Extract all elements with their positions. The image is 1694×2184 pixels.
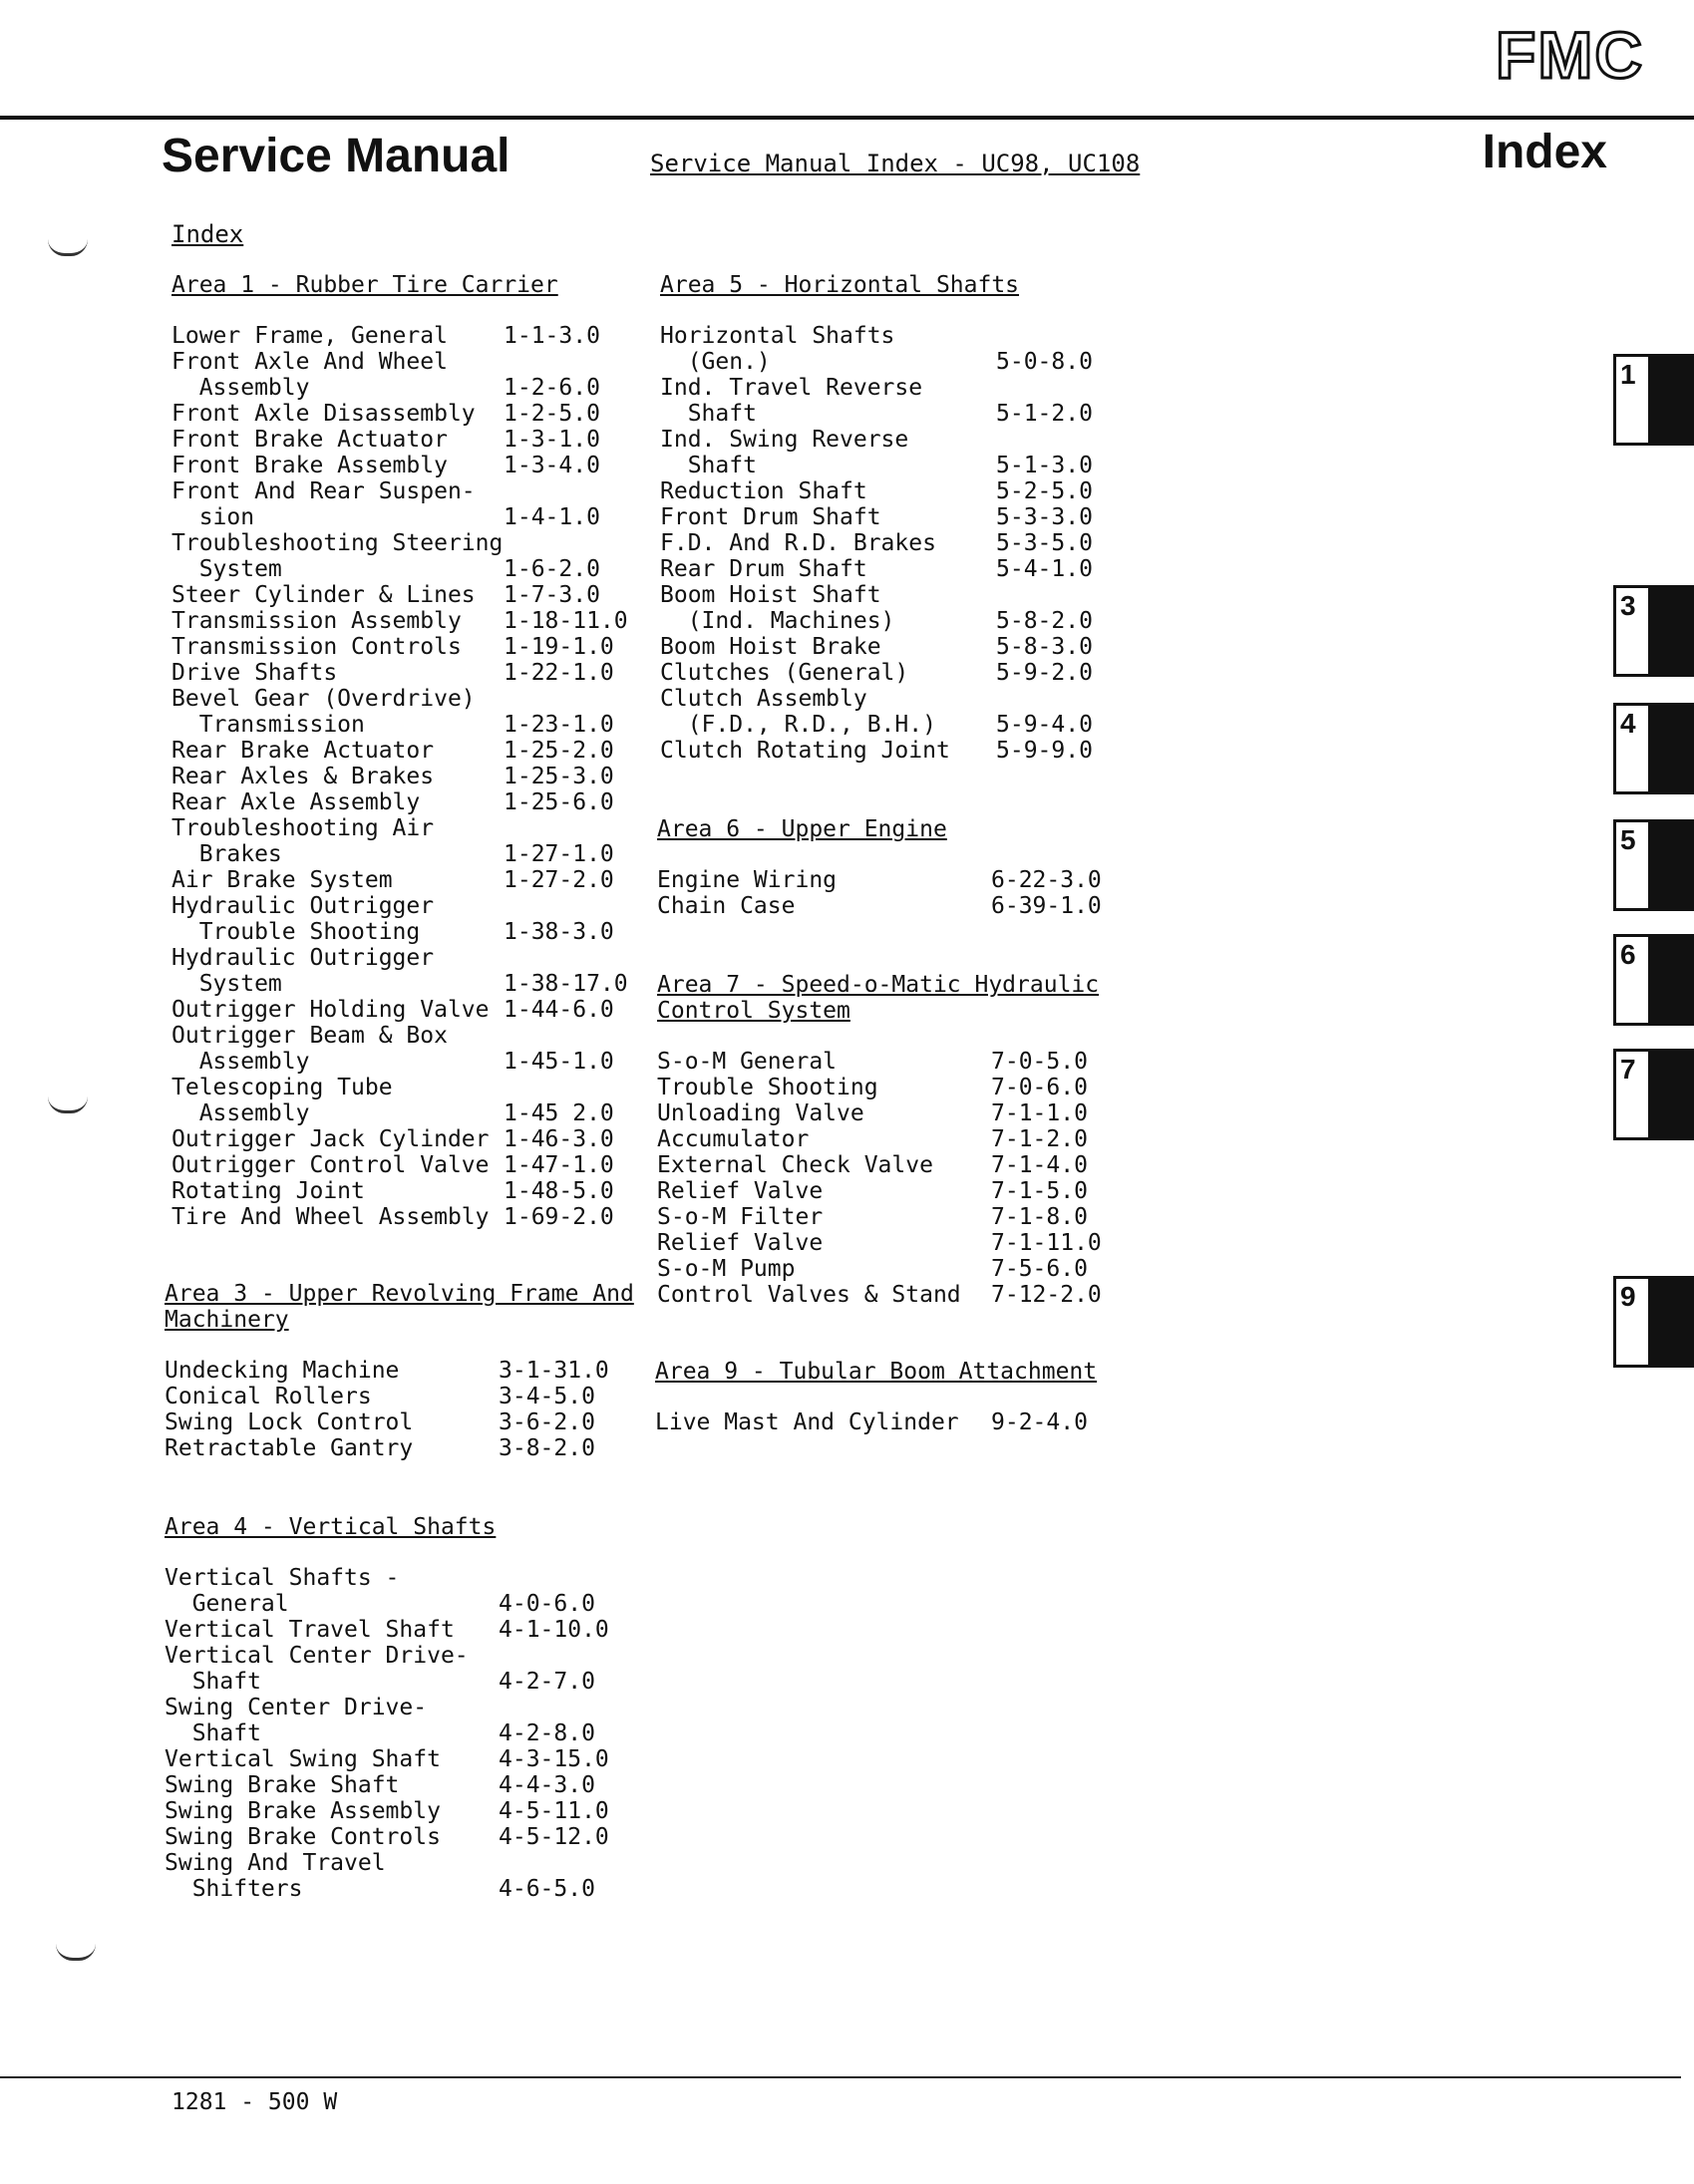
index-entry-line: [165, 1669, 595, 1695]
index-entry-line: [171, 712, 614, 738]
index-entry-line: [660, 634, 1093, 660]
entry-page-number: 7-5-6.0: [991, 1256, 1088, 1282]
index-entry-line: [660, 712, 1093, 738]
index-entry-line: [165, 1435, 634, 1461]
entry-page-number: 7-1-1.0: [991, 1100, 1088, 1126]
index-entry-line: [165, 1746, 609, 1772]
index-entry-line: [165, 1643, 496, 1669]
entry-name: Engine Wiring: [657, 867, 838, 893]
area-7-section: [657, 972, 1102, 1308]
entry-name: Transmission Assembly: [171, 608, 462, 634]
entry-name: S-o-M General: [657, 1049, 838, 1075]
entry-name: Rear Brake Actuator: [171, 738, 435, 764]
entry-page-number: 1-48-5.0: [504, 1178, 614, 1204]
entry-page-number: 9-2-4.0: [991, 1409, 1088, 1435]
entry-name: Clutches (General): [660, 660, 909, 686]
index-entry-line: [657, 1075, 1099, 1100]
entry-page-number: 1-3-4.0: [504, 453, 600, 478]
tab-number: 3: [1620, 590, 1636, 621]
index-entry-line: [165, 1384, 634, 1409]
index-entry-line: [657, 1100, 1099, 1126]
index-entry-line: [171, 504, 600, 530]
area-heading-line: Area 7 - Speed-o-Matic Hydraulic: [657, 972, 1100, 998]
entry-name: Bevel Gear (Overdrive): [171, 686, 476, 712]
entry-name: Swing Lock Control: [165, 1409, 414, 1435]
tab-number: 6: [1620, 939, 1636, 970]
index-entry-line: [660, 504, 1093, 530]
section-tab-7[interactable]: [1613, 1049, 1694, 1140]
entry-name: Outrigger Beam & Box: [171, 1023, 448, 1049]
entry-name: Assembly: [171, 375, 310, 401]
entry-page-number: 5-3-3.0: [996, 504, 1093, 530]
area-6-section: [657, 816, 1102, 919]
entry-name: Rotating Joint: [171, 1178, 365, 1204]
area-heading-line: Area 9 - Tubular Boom Attachment: [655, 1359, 1098, 1385]
entry-page-number: 4-3-15.0: [499, 1746, 609, 1772]
entry-name: General: [165, 1591, 289, 1617]
index-entry-line: [171, 323, 600, 349]
entry-page-number: 1-4-1.0: [504, 504, 600, 530]
entry-name: (F.D., R.D., B.H.): [660, 712, 936, 738]
index-entry-line: [165, 1617, 609, 1643]
entry-name: Undecking Machine: [165, 1358, 400, 1384]
entry-page-number: 5-8-3.0: [996, 634, 1093, 660]
index-entry-line: [171, 867, 614, 893]
entry-name: Chain Case: [657, 893, 796, 919]
entry-name: Front Brake Actuator: [171, 427, 448, 453]
section-tab-5[interactable]: [1613, 819, 1694, 911]
index-entry-line: [165, 1876, 595, 1902]
entry-name: Trouble Shooting: [171, 919, 421, 945]
area-heading-line: Area 4 - Vertical Shafts: [165, 1514, 497, 1540]
entry-page-number: 7-1-11.0: [991, 1230, 1102, 1256]
entry-name: Swing Brake Shaft: [165, 1772, 400, 1798]
index-entry-line: [657, 1230, 1102, 1256]
entry-name: Troubleshooting Steering: [171, 530, 504, 556]
entry-page-number: 3-4-5.0: [499, 1384, 595, 1409]
entry-name: Front Axle And Wheel: [171, 349, 448, 375]
entry-page-number: 3-6-2.0: [499, 1409, 595, 1435]
entry-page-number: 7-0-5.0: [991, 1049, 1088, 1075]
entry-page-number: 3-1-31.0: [499, 1358, 609, 1384]
entry-page-number: 1-25-6.0: [504, 789, 614, 815]
index-entry-line: [165, 1772, 595, 1798]
entry-page-number: 1-25-3.0: [504, 764, 614, 789]
index-entry-line: [657, 1152, 1099, 1178]
index-entry-line: [171, 582, 600, 608]
entry-name: Ind. Swing Reverse: [660, 427, 909, 453]
entry-page-number: 1-19-1.0: [504, 634, 614, 660]
entry-name: Transmission: [171, 712, 365, 738]
index-entry-line: [171, 660, 614, 686]
entry-page-number: 3-8-2.0: [499, 1435, 595, 1461]
entry-page-number: 5-0-8.0: [996, 349, 1093, 375]
entry-page-number: 4-1-10.0: [499, 1617, 609, 1643]
footer-code: 1281 - 500 W: [171, 2089, 338, 2115]
entry-name: (Ind. Machines): [660, 608, 895, 634]
area-heading-line: Area 6 - Upper Engine: [657, 816, 947, 842]
entry-name: Outrigger Jack Cylinder: [171, 1126, 490, 1152]
index-entry-line: [171, 1152, 614, 1178]
entry-page-number: 7-1-4.0: [991, 1152, 1088, 1178]
entry-name: Trouble Shooting: [657, 1075, 878, 1100]
binder-hole-mark: [48, 1096, 88, 1113]
entry-name: Outrigger Control Valve: [171, 1152, 490, 1178]
entry-page-number: 1-69-2.0: [504, 1204, 614, 1230]
index-entry-line: [171, 478, 558, 504]
index-entry-line: [165, 1695, 496, 1720]
entry-name: Vertical Travel Shaft: [165, 1617, 455, 1643]
index-entry-line: [171, 971, 628, 997]
tab-fill: [1648, 706, 1694, 791]
area-heading: [171, 272, 558, 298]
entry-name: Rear Drum Shaft: [660, 556, 867, 582]
index-entry-line: [655, 1409, 1097, 1435]
entry-page-number: 5-2-5.0: [996, 478, 1093, 504]
binder-hole-mark: [48, 239, 88, 256]
entry-page-number: 1-45-1.0: [504, 1049, 614, 1075]
entry-name: S-o-M Pump: [657, 1256, 796, 1282]
entry-name: Relief Valve: [657, 1178, 824, 1204]
tab-fill: [1648, 1052, 1694, 1137]
entry-name: Swing And Travel: [165, 1850, 386, 1876]
index-entry-line: [165, 1720, 595, 1746]
entry-name: Tire And Wheel Assembly: [171, 1204, 490, 1230]
index-entry-line: [171, 764, 614, 789]
entry-page-number: 1-47-1.0: [504, 1152, 614, 1178]
entry-page-number: 1-23-1.0: [504, 712, 614, 738]
entry-page-number: 1-22-1.0: [504, 660, 614, 686]
entry-name: Conical Rollers: [165, 1384, 372, 1409]
index-entry-line: [660, 556, 1093, 582]
index-entry-line: [171, 1075, 558, 1100]
entry-name: Clutch Rotating Joint: [660, 738, 950, 764]
entry-page-number: 1-38-3.0: [504, 919, 614, 945]
page-subtitle: Service Manual Index - UC98, UC108: [650, 150, 1141, 177]
section-tab-3[interactable]: [1613, 585, 1694, 677]
entry-name: Hydraulic Outrigger: [171, 945, 435, 971]
footer-rule: [0, 2076, 1681, 2078]
tab-fill: [1648, 588, 1694, 674]
index-entry-line: [165, 1824, 609, 1850]
entry-name: Shaft: [660, 401, 757, 427]
fmc-logo: FMC: [1496, 18, 1644, 92]
entry-name: Vertical Shafts -: [165, 1565, 400, 1591]
tab-number: 4: [1620, 708, 1636, 739]
entry-name: Boom Hoist Brake: [660, 634, 881, 660]
index-entry-line: [165, 1850, 496, 1876]
area-heading-line: Area 1 - Rubber Tire Carrier: [171, 272, 558, 298]
index-entry-line: [660, 478, 1093, 504]
area-heading: [165, 1514, 496, 1540]
entry-name: Reduction Shaft: [660, 478, 867, 504]
index-entry-line: [657, 867, 1102, 893]
entry-name: Troubleshooting Air: [171, 815, 435, 841]
entry-name: Front Axle Disassembly: [171, 401, 476, 427]
index-entry-line: [660, 660, 1093, 686]
area-1-section: [171, 272, 628, 1230]
index-entry-line: [171, 945, 558, 971]
index-entry-line: [660, 582, 1019, 608]
entry-page-number: 1-44-6.0: [504, 997, 614, 1023]
tab-number: 7: [1620, 1054, 1636, 1085]
index-entry-line: [657, 1282, 1102, 1308]
entry-name: Boom Hoist Shaft: [660, 582, 881, 608]
index-label: Index: [171, 220, 244, 248]
entry-name: Shaft: [165, 1669, 261, 1695]
index-entry-line: [171, 1023, 558, 1049]
section-tab-1[interactable]: [1613, 354, 1694, 446]
entry-name: Lower Frame, General: [171, 323, 448, 349]
tab-fill: [1648, 937, 1694, 1023]
entry-name: Unloading Valve: [657, 1100, 864, 1126]
entry-name: Front Brake Assembly: [171, 453, 448, 478]
entry-page-number: 5-1-2.0: [996, 401, 1093, 427]
tab-fill: [1648, 1279, 1694, 1365]
entry-page-number: 7-1-8.0: [991, 1204, 1088, 1230]
index-entry-line: [171, 1049, 614, 1075]
entry-name: Clutch Assembly: [660, 686, 867, 712]
index-entry-line: [165, 1409, 634, 1435]
entry-name: Vertical Center Drive-: [165, 1643, 469, 1669]
entry-name: sion: [171, 504, 255, 530]
index-entry-line: [171, 1178, 614, 1204]
tab-number: 1: [1620, 359, 1636, 390]
index-entry-line: [171, 1204, 614, 1230]
index-entry-line: [171, 349, 558, 375]
area-3-section: [165, 1281, 634, 1461]
index-entry-line: [657, 1256, 1099, 1282]
index-entry-line: [660, 427, 1019, 453]
area-heading: [657, 816, 947, 842]
tab-fill: [1648, 822, 1694, 908]
tab-number: 9: [1620, 1281, 1636, 1312]
header-rule: [0, 116, 1694, 120]
index-entry-line: [657, 1126, 1099, 1152]
index-entry-line: [660, 530, 1093, 556]
entry-name: Accumulator: [657, 1126, 810, 1152]
index-entry-line: [171, 453, 600, 478]
area-heading-line: Control System: [657, 998, 850, 1024]
entry-name: System: [171, 971, 282, 997]
entry-page-number: 1-3-1.0: [504, 427, 600, 453]
entry-name: Drive Shafts: [171, 660, 338, 686]
section-tab-4[interactable]: [1613, 703, 1694, 794]
entry-name: Telescoping Tube: [171, 1075, 393, 1100]
entry-name: Shaft: [660, 453, 757, 478]
entry-page-number: 6-39-1.0: [991, 893, 1102, 919]
entry-name: Swing Brake Assembly: [165, 1798, 441, 1824]
index-entry-line: [171, 556, 600, 582]
index-entry-line: [660, 738, 1093, 764]
index-entry-line: [171, 997, 614, 1023]
index-entry-line: [660, 323, 1019, 349]
index-entry-line: [657, 1204, 1099, 1230]
index-entry-line: [171, 401, 600, 427]
entry-page-number: 5-9-2.0: [996, 660, 1093, 686]
index-entry-line: [171, 634, 614, 660]
entry-name: Brakes: [171, 841, 282, 867]
index-entry-line: [660, 401, 1093, 427]
tab-fill: [1648, 357, 1694, 443]
area-heading-line: Area 3 - Upper Revolving Frame And: [165, 1281, 634, 1307]
index-entry-line: [165, 1565, 496, 1591]
entry-name: Outrigger Holding Valve: [171, 997, 490, 1023]
entry-name: Steer Cylinder & Lines: [171, 582, 476, 608]
index-entry-line: [171, 919, 614, 945]
entry-name: Shifters: [165, 1876, 303, 1902]
index-entry-line: [660, 686, 1019, 712]
entry-name: Rear Axle Assembly: [171, 789, 421, 815]
section-tab-9[interactable]: [1613, 1276, 1694, 1368]
index-entry-line: [657, 893, 1102, 919]
page-title: Service Manual: [162, 130, 510, 182]
index-entry-line: [171, 738, 614, 764]
entry-page-number: 1-2-6.0: [504, 375, 600, 401]
entry-page-number: 5-3-5.0: [996, 530, 1093, 556]
entry-page-number: 4-2-7.0: [499, 1669, 595, 1695]
index-entry-line: [171, 530, 558, 556]
entry-name: External Check Valve: [657, 1152, 933, 1178]
index-entry-line: [660, 375, 1019, 401]
index-entry-line: [165, 1358, 634, 1384]
entry-name: Front Drum Shaft: [660, 504, 881, 530]
entry-name: Transmission Controls: [171, 634, 462, 660]
area-5-section: [660, 272, 1093, 764]
index-entry-line: [657, 1049, 1099, 1075]
entry-page-number: 4-2-8.0: [499, 1720, 595, 1746]
entry-page-number: 5-8-2.0: [996, 608, 1093, 634]
entry-name: Horizontal Shafts: [660, 323, 895, 349]
index-entry-line: [171, 1126, 614, 1152]
entry-page-number: 6-22-3.0: [991, 867, 1102, 893]
entry-name: Vertical Swing Shaft: [165, 1746, 441, 1772]
entry-name: Retractable Gantry: [165, 1435, 414, 1461]
entry-name: Front And Rear Suspen-: [171, 478, 476, 504]
entry-page-number: 4-5-11.0: [499, 1798, 609, 1824]
entry-page-number: 4-5-12.0: [499, 1824, 609, 1850]
index-entry-line: [171, 608, 628, 634]
index-entry-line: [660, 453, 1093, 478]
entry-page-number: 1-1-3.0: [504, 323, 600, 349]
index-entry-line: [657, 1178, 1099, 1204]
entry-page-number: 5-9-4.0: [996, 712, 1093, 738]
area-heading: [660, 272, 1019, 298]
entry-name: Assembly: [171, 1049, 310, 1075]
entry-page-number: 1-6-2.0: [504, 556, 600, 582]
entry-name: Control Valves & Stand: [657, 1282, 961, 1308]
entry-name: Hydraulic Outrigger: [171, 893, 435, 919]
index-entry-line: [171, 427, 600, 453]
entry-page-number: 4-4-3.0: [499, 1772, 595, 1798]
entry-page-number: 1-27-1.0: [504, 841, 614, 867]
index-entry-line: [165, 1798, 609, 1824]
index-entry-line: [171, 815, 558, 841]
entry-page-number: 4-0-6.0: [499, 1591, 595, 1617]
index-entry-line: [171, 1100, 614, 1126]
entry-page-number: 1-7-3.0: [504, 582, 600, 608]
entry-page-number: 7-1-5.0: [991, 1178, 1088, 1204]
entry-page-number: 5-9-9.0: [996, 738, 1093, 764]
entry-page-number: 1-18-11.0: [504, 608, 628, 634]
area-heading-line: Machinery: [165, 1307, 289, 1333]
entry-name: Relief Valve: [657, 1230, 824, 1256]
entry-page-number: 4-6-5.0: [499, 1876, 595, 1902]
index-entry-line: [171, 841, 614, 867]
entry-name: Assembly: [171, 1100, 310, 1126]
entry-page-number: 7-1-2.0: [991, 1126, 1088, 1152]
entry-name: Live Mast And Cylinder: [655, 1409, 959, 1435]
entry-name: Ind. Travel Reverse: [660, 375, 923, 401]
index-entry-line: [165, 1591, 595, 1617]
index-entry-line: [171, 893, 558, 919]
index-entry-line: [660, 608, 1093, 634]
section-tab-6[interactable]: [1613, 934, 1694, 1026]
entry-page-number: 1-45 2.0: [504, 1100, 614, 1126]
entry-page-number: 7-0-6.0: [991, 1075, 1088, 1100]
entry-name: Swing Brake Controls: [165, 1824, 441, 1850]
section-title: Index: [1482, 126, 1607, 178]
index-entry-line: [171, 375, 600, 401]
area-9-section: [655, 1359, 1097, 1435]
index-entry-line: [660, 349, 1093, 375]
index-entry-line: [171, 686, 558, 712]
entry-page-number: 5-1-3.0: [996, 453, 1093, 478]
entry-name: F.D. And R.D. Brakes: [660, 530, 936, 556]
entry-name: S-o-M Filter: [657, 1204, 824, 1230]
entry-name: Air Brake System: [171, 867, 393, 893]
entry-page-number: 1-25-2.0: [504, 738, 614, 764]
area-heading: [657, 972, 1099, 1024]
entry-page-number: 5-4-1.0: [996, 556, 1093, 582]
index-entry-line: [171, 789, 614, 815]
entry-page-number: 1-2-5.0: [504, 401, 600, 427]
entry-page-number: 1-46-3.0: [504, 1126, 614, 1152]
entry-name: (Gen.): [660, 349, 771, 375]
entry-name: Swing Center Drive-: [165, 1695, 428, 1720]
entry-page-number: 1-38-17.0: [504, 971, 628, 997]
area-heading: [165, 1281, 634, 1333]
entry-name: Shaft: [165, 1720, 261, 1746]
tab-number: 5: [1620, 824, 1636, 855]
entry-name: System: [171, 556, 282, 582]
entry-page-number: 1-27-2.0: [504, 867, 614, 893]
entry-name: Rear Axles & Brakes: [171, 764, 435, 789]
area-heading: [655, 1359, 1097, 1385]
binder-hole-mark: [56, 1944, 96, 1961]
area-4-section: [165, 1514, 609, 1902]
entry-page-number: 7-12-2.0: [991, 1282, 1102, 1308]
area-heading-line: Area 5 - Horizontal Shafts: [660, 272, 1020, 298]
